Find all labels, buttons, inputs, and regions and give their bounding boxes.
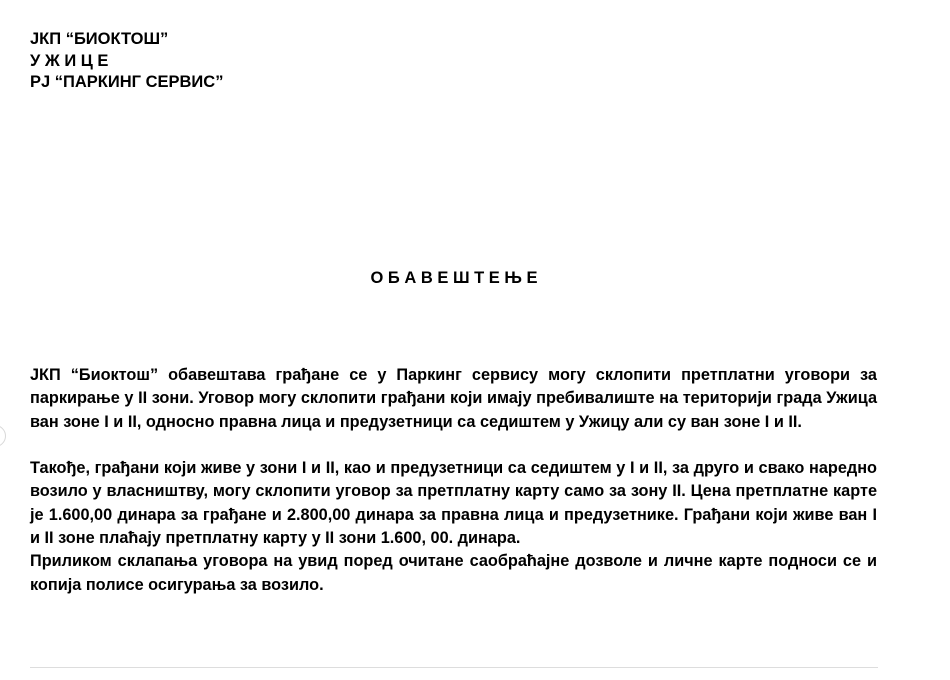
bottom-divider xyxy=(30,667,878,668)
organization-unit: РЈ “ПАРКИНГ СЕРВИС” xyxy=(30,73,224,91)
edge-scroll-handle[interactable] xyxy=(0,425,6,447)
notice-body xyxy=(30,364,877,597)
organization-header xyxy=(30,29,223,94)
notice-paragraph-3: Приликом склапања уговора на увид поред очитане саобраћајне дозволе и личне карте подноси се и копија полисе осигурања за возило. xyxy=(30,552,877,594)
notice-title: О Б А В Е Ш Т Е Њ Е xyxy=(370,269,538,287)
notice-paragraph-2: Такође, грађани који живе у зони I и II, као и предузетници са седиштем у I и II, за друго и свако наредно возило у власништву, могу склопити уговор за претплатну карту само за зону II. Цена претплатне карте је 1.600,00 динара за грађане и 2.800,00 динара за правна лица и предузетнике. Грађани који живе ван I и II зоне плаћају претплатну карту у II зони 1.600, 00. динара. xyxy=(30,459,877,548)
organization-city: У Ж И Ц Е xyxy=(30,51,109,70)
organization-name: ЈКП “БИОКТОШ” xyxy=(30,30,169,48)
notice-paragraph-1: ЈКП “Биоктош” обавештава грађане се у Паркинг сервису могу склопити претплатни уговори за паркирање у II зони. Уговор могу склопити грађани који имају пребивалиште на територији града Ужица ван зоне I и II, односно правна лица и предузетници са седиштем у Ужицу али су ван зоне I и II. xyxy=(30,366,877,431)
